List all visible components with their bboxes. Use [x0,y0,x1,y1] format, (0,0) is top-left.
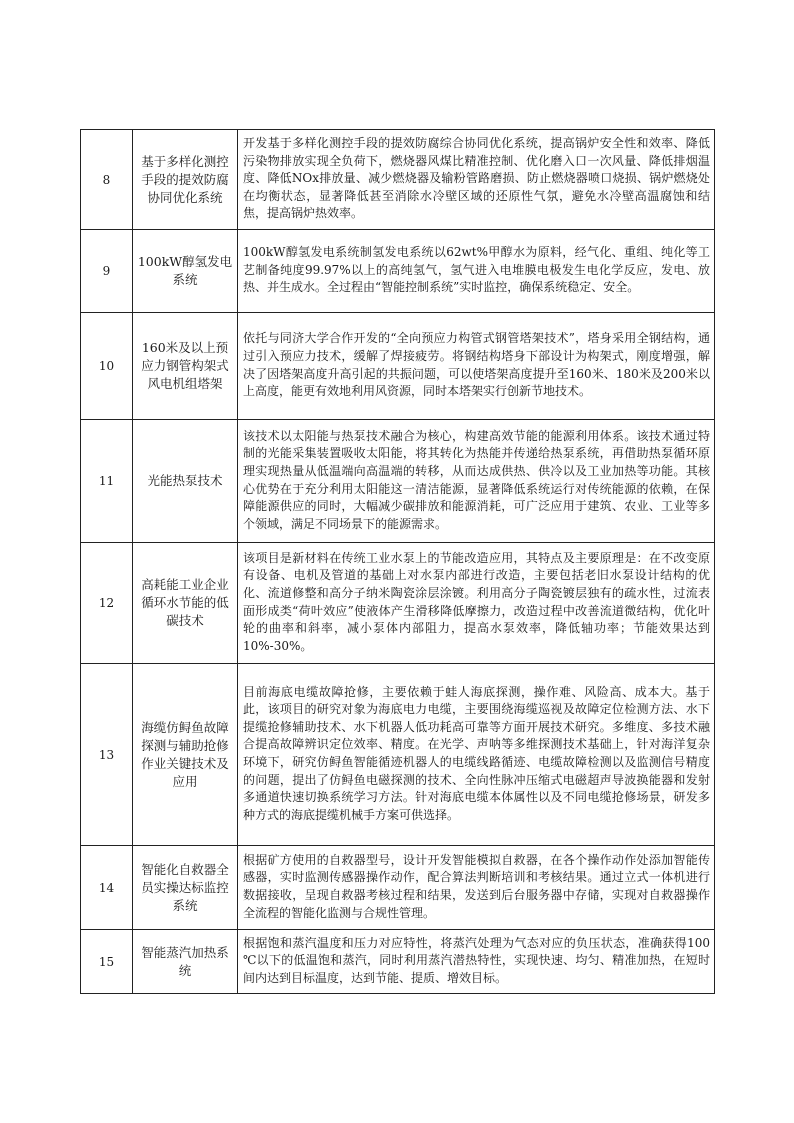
technology-name: 100kW醇氢发电系统 [133,230,238,313]
technology-name: 海缆仿鲟鱼故障探测与辅助抢修作业关键技术及应用 [133,664,238,846]
row-number: 12 [81,543,133,664]
technology-description: 该技术以太阳能与热泵技术融合为核心，构建高效节能的能源利用体系。该技术通过特制的光能采集装置吸收太阳能，将其转化为热能并传递给热泵系统，再借助热泵循环原理实现热量从低温端向高温端的转移，从而达成供热、供冷以及工业加热等功能。其核心优势在于充分利用太阳能这一清洁能源，显著降低系统运行对传统能源的依赖，在保障能源供应的同时，大幅减少碳排放和能源消耗，可广泛应用于建筑、农业、工业等多个领域，满足不同场景下的能源需求。 [238,420,715,543]
technology-name: 光能热泵技术 [133,420,238,543]
table-row [81,313,715,420]
technology-description: 依托与同济大学合作开发的“全向预应力构管式钢管塔架技术”，塔身采用全钢结构，通过引入预应力技术，缓解了焊接疲劳。将钢结构塔身下部设计为构架式，刚度增强，解决了因塔架高度升高引起的共振问题，可以使塔架高度提升至160米、180米及200米以上高度，能更有效地利用风资源，同时本塔架实行创新节地技术。 [238,313,715,420]
technology-description: 根据矿方使用的自救器型号，设计开发智能模拟自救器，在各个操作动作处添加智能传感器，实时监测传感器操作动作，配合算法判断培训和考核结果。通过立式一体机进行数据接收，呈现自救器考核过程和结果，发送到后台服务器中存储，实现对自救器操作全流程的智能化监测与合规性管理。 [238,846,715,930]
technology-name: 智能蒸汽加热系统 [133,930,238,994]
technology-name: 160米及以上预应力钢管构架式风电机组塔架 [133,313,238,420]
row-number: 14 [81,846,133,930]
technology-name: 智能化自救器全员实操达标监控系统 [133,846,238,930]
table-row [81,230,715,313]
table-row [81,543,715,664]
table-row [81,130,715,230]
row-number: 15 [81,930,133,994]
table-row [81,846,715,930]
technology-name: 基于多样化测控手段的提效防腐协同优化系统 [133,130,238,230]
technology-description: 目前海底电缆故障抢修，主要依赖于蛙人海底探测，操作难、风险高、成本大。基于此，该项目的研究对象为海底电力电缆，主要围绕海缆巡视及故障定位检测方法、水下提缆抢修辅助技术、水下机器人低功耗高可靠等方面开展技术研究。多维度、多技术融合提高故障辨识定位效率、精度。在光学、声呐等多维探测技术基础上，针对海洋复杂环境下，研究仿鲟鱼智能循迹机器人的电缆线路循迹、电缆故障检测以及监测信号精度的问题，提出了仿鲟鱼电磁探测的技术、全向性脉冲压缩式电磁超声导波换能器和发射多通道快速切换系统学习方法。针对海底电缆本体属性以及不同电缆抢修场景，研发多种方式的海底提缆机械手方案可供选择。 [238,664,715,846]
row-number: 9 [81,230,133,313]
table-row [81,664,715,846]
technology-description: 开发基于多样化测控手段的提效防腐综合协同优化系统，提高锅炉安全性和效率、降低污染物排放实现全负荷下，燃烧器风煤比精准控制、优化磨入口一次风量、降低排烟温度、降低NOx排放量、减少燃烧器及输粉管路磨损、防止燃烧器喷口烧损、锅炉燃烧处在均衡状态，显著降低甚至消除水冷壁区域的还原性气氛，避免水冷壁高温腐蚀和结焦，提高锅炉热效率。 [238,130,715,230]
technology-description: 该项目是新材料在传统工业水泵上的节能改造应用，其特点及主要原理是：在不改变原有设备、电机及管道的基础上对水泵内部进行改造，主要包括老旧水泵设计结构的优化、流道修整和高分子纳米陶瓷涂层涂镀。利用高分子陶瓷镀层独有的疏水性，过流表面形成类“荷叶效应”使液体产生滑移降低摩擦力，改造过程中改善流道微结构，优化叶轮的曲率和斜率，减小泵体内部阻力，提高水泵效率，降低轴功率；节能效果达到10%-30%。 [238,543,715,664]
row-number: 13 [81,664,133,846]
technology-description: 根据饱和蒸汽温度和压力对应特性，将蒸汽处理为气态对应的负压状态，准确获得100 ℃以下的低温饱和蒸汽，同时利用蒸汽潜热特性，实现快速、均匀、精准加热，在短时间内达到目标温度，达到节能、提质、增效目标。 [238,930,715,994]
row-number: 10 [81,313,133,420]
technology-name: 高耗能工业企业循环水节能的低碳技术 [133,543,238,664]
row-number: 11 [81,420,133,543]
table-row [81,420,715,543]
technology-description: 100kW醇氢发电系统制氢发电系统以62wt%甲醇水为原料，经气化、重组、纯化等工艺制备纯度99.97%以上的高纯氢气，氢气进入电堆膜电极发生电化学反应，发电、放热、并生成水。全过程由“智能控制系统”实时监控，确保系统稳定、安全。 [238,230,715,313]
row-number: 8 [81,130,133,230]
technology-table [80,129,715,994]
table-row [81,930,715,994]
